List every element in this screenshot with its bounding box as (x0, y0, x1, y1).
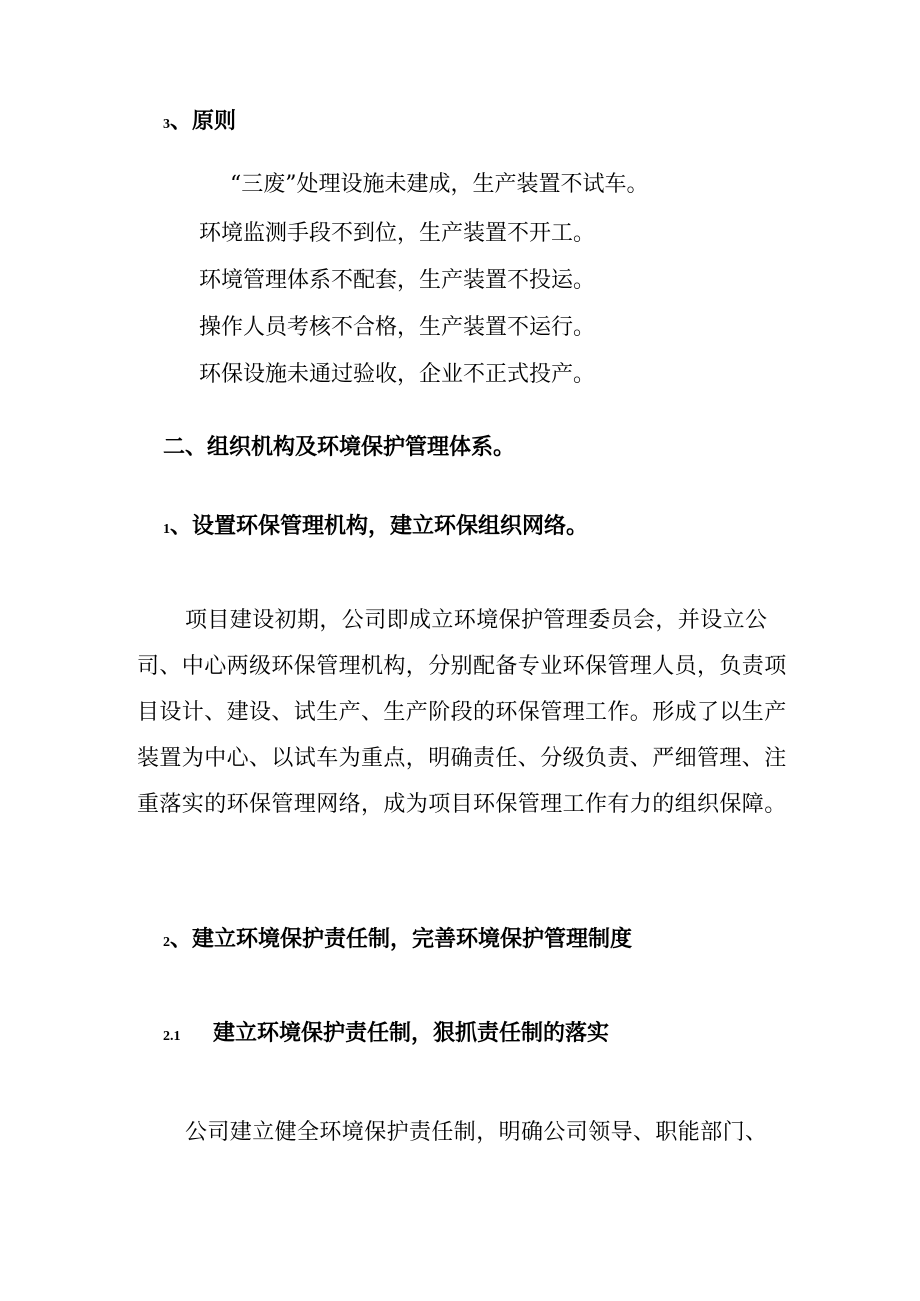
subheading-number: 2 (163, 935, 170, 950)
subheading-number: 1 (163, 522, 170, 537)
subheading-separator: 、 (170, 926, 193, 952)
subheading-text: 建立环境保护责任制，狠抓责任制的落实 (213, 1020, 610, 1046)
subheading-2-1 (163, 1018, 609, 1052)
subheading-2 (163, 924, 632, 958)
paragraph-responsibility (137, 1110, 817, 1156)
principle-line-1: “三废”处理设施未建成，生产装置不试车。 (230, 172, 649, 197)
paragraph-text: 项目建设初期，公司即成立环境保护管理委员会，并设立公司、中心两级环保管理机构，分别配备专业环保管理人员，负责项目设计、建设、试生产、生产阶段的环保管理工作。形成了以生产装置为中心、以试车为重点，明确责任、分级负责、严细管理、注重落实的环保管理网络，成为项目环保管理工作有力的组织保障。 (137, 608, 787, 817)
section-two-heading: 二、组织机构及环境保护管理体系。 (163, 434, 516, 460)
subheading-1 (163, 511, 588, 545)
principle-line-3: 环境管理体系不配套，生产装置不投运。 (199, 268, 596, 293)
paragraph-organization (137, 598, 787, 828)
subheading-text: 设置环保管理机构，建立环保组织网络。 (192, 513, 589, 539)
principle-line-4: 操作人员考核不合格，生产装置不运行。 (199, 315, 596, 340)
heading-separator: 、 (170, 108, 193, 134)
subheading-text: 建立环境保护责任制，完善环境保护管理制度 (192, 926, 633, 952)
subheading-separator: 、 (170, 513, 193, 539)
paragraph-text: 公司建立健全环境保护责任制，明确公司领导、职能部门、 (185, 1120, 768, 1145)
principle-line-2: 环境监测手段不到位，生产装置不开工。 (199, 221, 596, 246)
heading-text: 原则 (192, 108, 237, 134)
subheading-number: 2.1 (163, 1029, 181, 1044)
heading-principle (163, 106, 236, 140)
principle-line-5: 环保设施未通过验收，企业不正式投产。 (199, 362, 596, 387)
heading-number: 3 (163, 117, 170, 132)
